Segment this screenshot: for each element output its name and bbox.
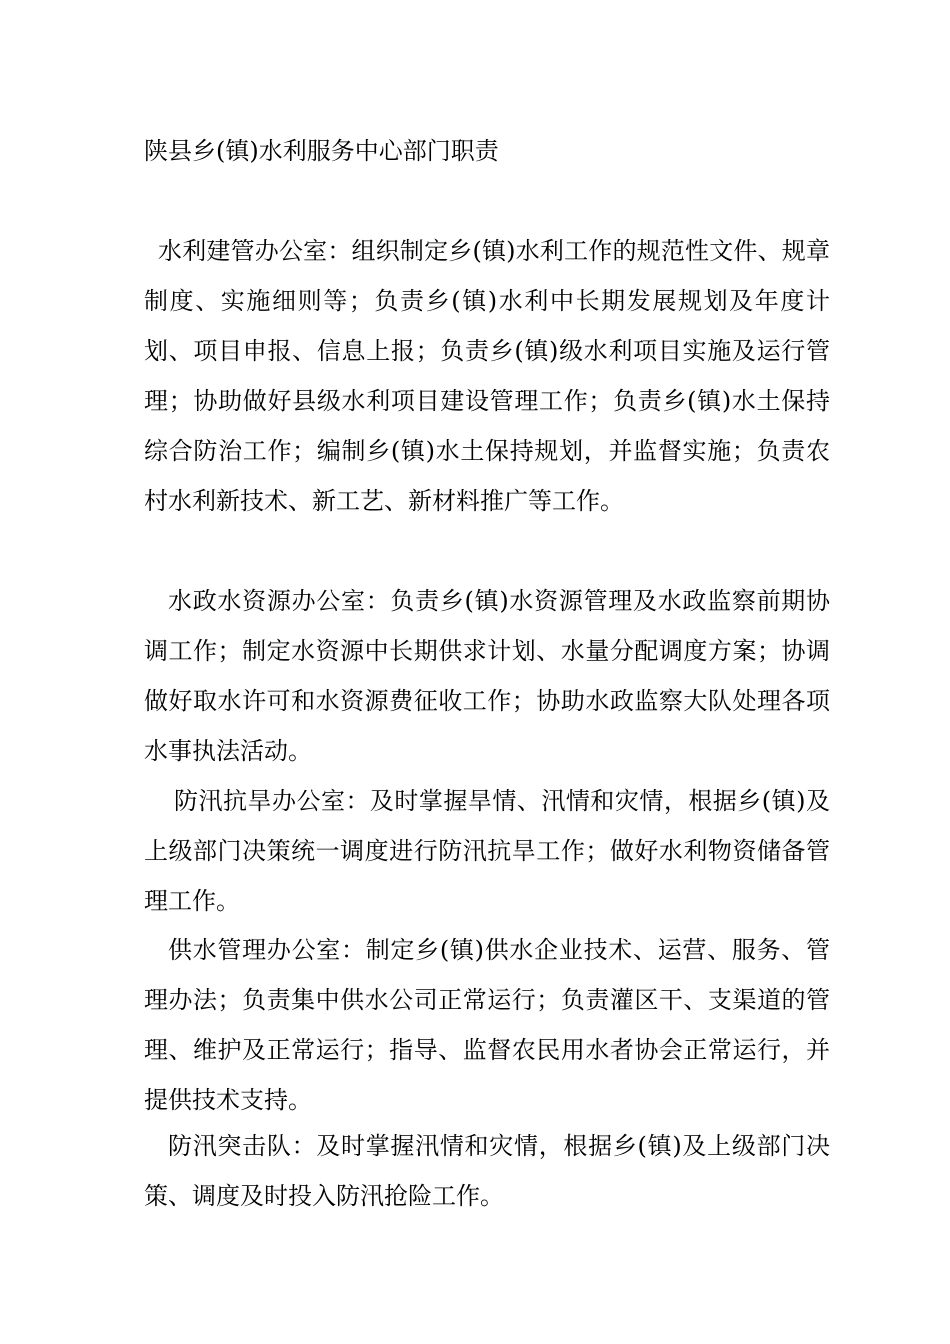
paragraph-water-construction-office: 水利建管办公室：组织制定乡(镇)水利工作的规范性文件、规章制度、实施细则等；负责乡(镇)水利中长期发展规划及年度计划、项目申报、信息上报；负责乡(镇)级水利项目实施及运行管理；协助做好县级水利项目建设管理工作；负责乡(镇)水土保持综合防治工作；编制乡(镇)水土保持规划，并监督实施；负责农村水利新技术、新工艺、新材料推广等工作。	[144, 237, 830, 515]
paragraph-flood-response-team: 防汛突击队：及时掌握汛情和灾情，根据乡(镇)及上级部门决策、调度及时投入防汛抢险工作。	[144, 1132, 830, 1210]
document-title: 陕县乡(镇)水利服务中心部门职责	[144, 137, 499, 165]
paragraph-water-resources-office: 水政水资源办公室：负责乡(镇)水资源管理及水政监察前期协调工作；制定水资源中长期供求计划、水量分配调度方案；协调做好取水许可和水资源费征收工作；协助水政监察大队处理各项水事执法活动。	[144, 587, 830, 765]
paragraph-water-supply-office: 供水管理办公室：制定乡(镇)供水企业技术、运营、服务、管理办法；负责集中供水公司正常运行；负责灌区干、支渠道的管理、维护及正常运行；指导、监督农民用水者协会正常运行，并提供技术支持。	[144, 936, 830, 1114]
paragraph-flood-drought-office: 防汛抗旱办公室：及时掌握旱情、汛情和灾情，根据乡(镇)及上级部门决策统一调度进行防汛抗旱工作；做好水利物资储备管理工作。	[144, 787, 830, 915]
